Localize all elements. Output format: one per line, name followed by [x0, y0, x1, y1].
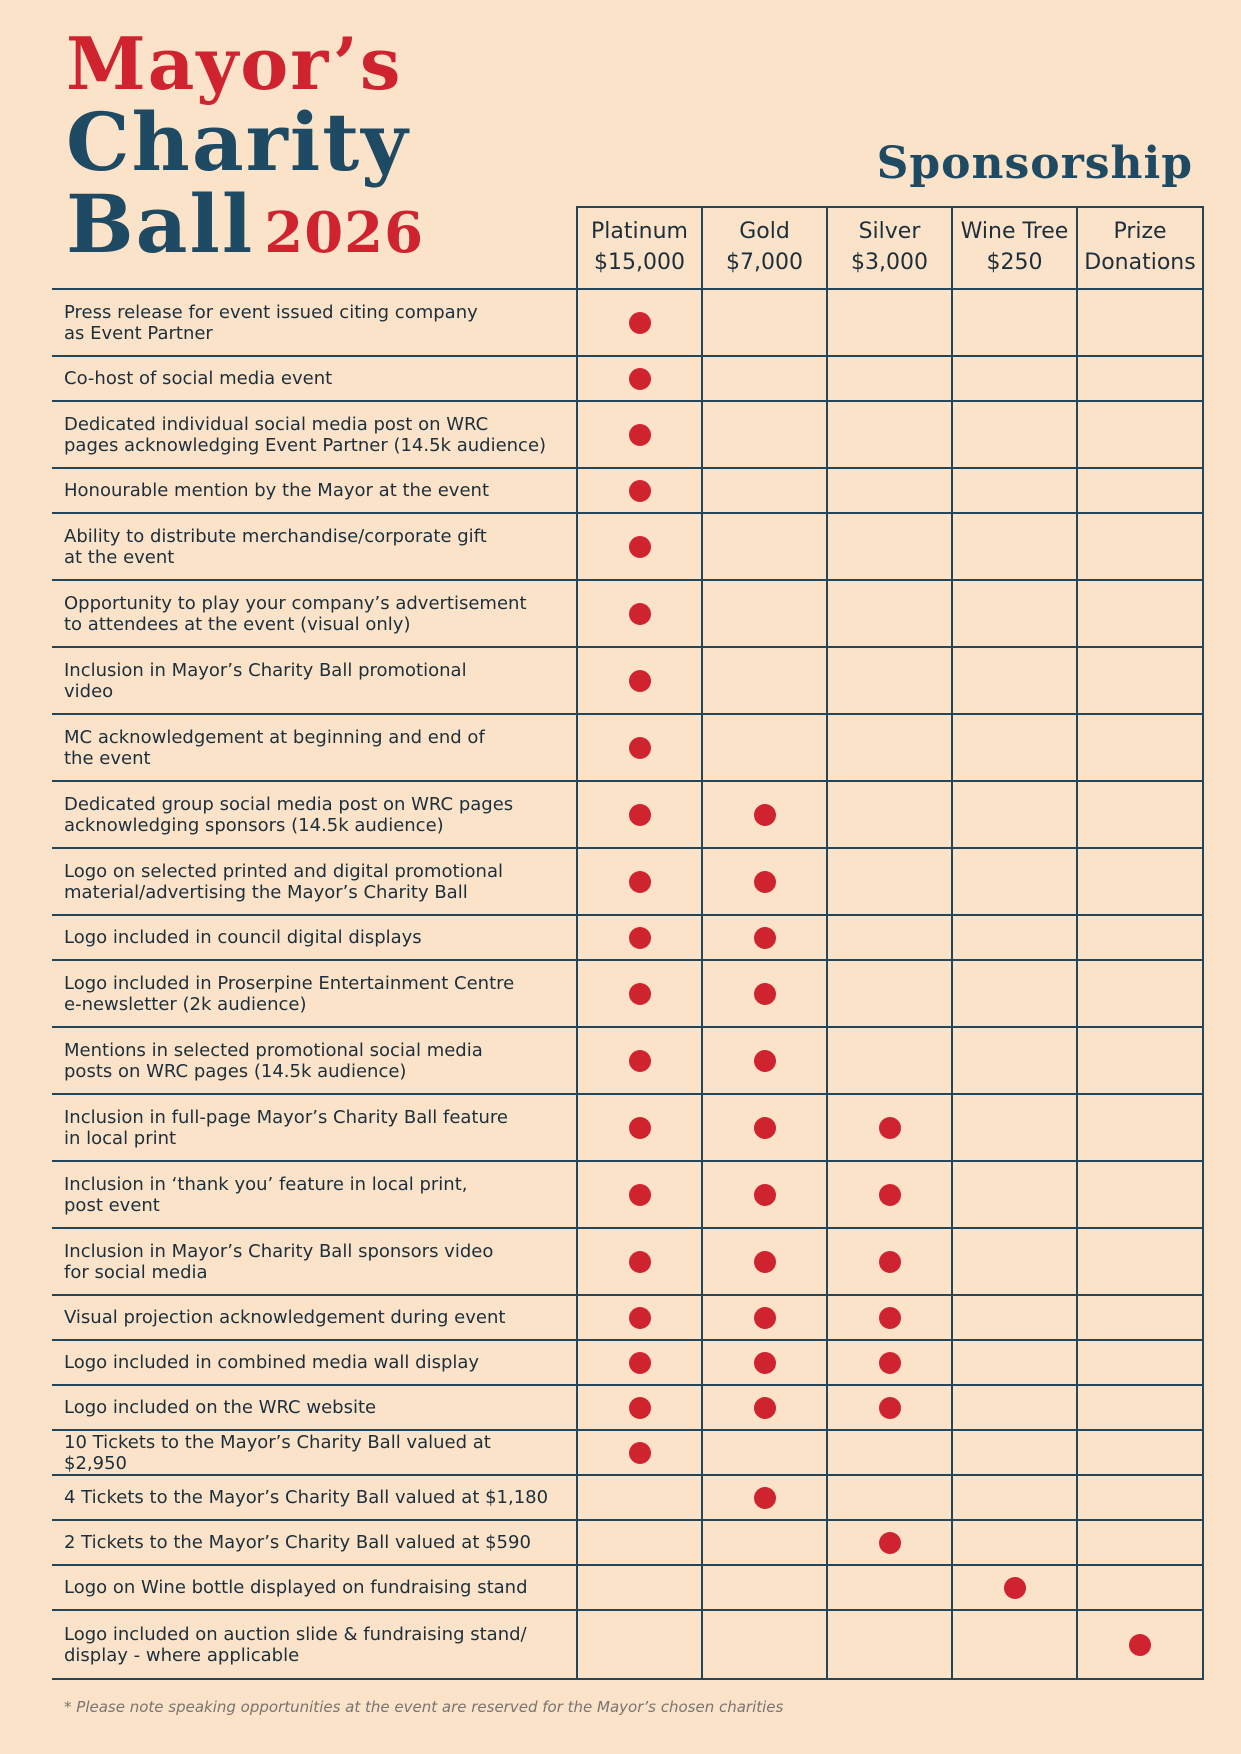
tier-cell — [952, 1565, 1077, 1610]
tier-cell — [952, 580, 1077, 647]
benefit-label-line: for social media — [64, 1261, 208, 1283]
tier-cell — [577, 1520, 702, 1565]
benefit-label-line: 4 Tickets to the Mayor’s Charity Ball valued at $1,180 — [64, 1487, 549, 1508]
benefit-label — [52, 580, 577, 647]
tier-cell — [577, 1340, 702, 1385]
tier-cell — [827, 714, 952, 781]
section-subtitle: Sponsorship — [876, 138, 1193, 189]
tier-cell — [952, 1295, 1077, 1340]
tier-cell — [577, 1228, 702, 1295]
included-dot-icon — [879, 1397, 901, 1419]
tier-cell — [952, 1475, 1077, 1520]
table-row — [52, 647, 1203, 714]
tier-cell — [1077, 960, 1203, 1027]
table-row — [52, 1094, 1203, 1161]
included-dot-icon — [754, 1117, 776, 1139]
tier-cell — [827, 915, 952, 960]
tier-name: Silver — [858, 219, 921, 245]
tier-name: Wine Tree — [960, 219, 1069, 245]
benefit-label-line: e-newsletter (2k audience) — [64, 993, 307, 1015]
benefit-label-line: Logo included on the WRC website — [64, 1397, 377, 1418]
benefit-label-line: the event — [64, 747, 151, 769]
tier-cell — [577, 1295, 702, 1340]
benefit-label-line: Logo included in combined media wall display — [64, 1352, 480, 1373]
table-row — [52, 1610, 1203, 1679]
tier-cell — [577, 1565, 702, 1610]
benefit-label — [52, 1520, 577, 1565]
table-row — [52, 1565, 1203, 1610]
tier-cell — [702, 1228, 827, 1295]
benefit-label-line: as Event Partner — [64, 322, 213, 344]
tier-cell — [577, 915, 702, 960]
included-dot-icon — [879, 1251, 901, 1273]
table-row — [52, 781, 1203, 848]
benefit-label-line: to attendees at the event (visual only) — [64, 613, 411, 635]
tier-name: Gold — [739, 219, 790, 245]
benefit-label — [52, 714, 577, 781]
tier-cell — [1077, 1094, 1203, 1161]
tier-cell — [1077, 647, 1203, 714]
tier-cell — [952, 1520, 1077, 1565]
tier-cell — [952, 1430, 1077, 1475]
table-row — [52, 1295, 1203, 1340]
tier-cell — [577, 289, 702, 356]
benefit-label-line: Co-host of social media event — [64, 368, 333, 389]
tier-cell — [1077, 1610, 1203, 1679]
tier-cell — [1077, 1385, 1203, 1430]
tier-price: $7,000 — [726, 250, 803, 275]
included-dot-icon — [754, 1397, 776, 1419]
tier-price: Donations — [1084, 250, 1196, 275]
included-dot-icon — [1004, 1577, 1026, 1599]
tier-cell — [952, 1161, 1077, 1228]
benefit-label-line: Dedicated individual social media post on WRC — [64, 413, 489, 435]
benefit-label — [52, 1475, 577, 1520]
benefit-label-line: Logo included on auction slide & fundraising stand/ — [64, 1623, 527, 1645]
title-line-charity: Charity — [66, 95, 410, 189]
included-dot-icon — [629, 1050, 651, 1072]
benefit-label — [52, 289, 577, 356]
benefit-label — [52, 1565, 577, 1610]
table-row — [52, 1161, 1203, 1228]
tier-cell — [827, 356, 952, 401]
tier-cell — [1077, 580, 1203, 647]
tier-cell — [702, 960, 827, 1027]
tier-cell — [1077, 401, 1203, 468]
tier-cell — [827, 580, 952, 647]
tier-cell — [702, 1094, 827, 1161]
tier-cell — [952, 647, 1077, 714]
included-dot-icon — [629, 737, 651, 759]
tier-header-row — [52, 207, 1203, 289]
tier-cell — [827, 1520, 952, 1565]
tier-cell — [702, 468, 827, 513]
tier-price: $15,000 — [594, 250, 685, 275]
tier-cell — [577, 513, 702, 580]
tier-cell — [1077, 1295, 1203, 1340]
tier-cell — [1077, 1520, 1203, 1565]
benefit-label-line: Inclusion in ‘thank you’ feature in local print, — [64, 1173, 468, 1195]
tier-cell — [952, 1340, 1077, 1385]
included-dot-icon — [629, 480, 651, 502]
benefit-label-line: Ability to distribute merchandise/corporate gift — [64, 525, 487, 547]
tier-cell — [702, 647, 827, 714]
tier-cell — [827, 468, 952, 513]
table-row — [52, 1027, 1203, 1094]
tier-cell — [577, 1475, 702, 1520]
included-dot-icon — [879, 1117, 901, 1139]
table-row — [52, 513, 1203, 580]
tier-cell — [952, 1385, 1077, 1430]
benefit-label-line: Logo on Wine bottle displayed on fundraising stand — [64, 1577, 528, 1598]
tier-cell — [1077, 1161, 1203, 1228]
included-dot-icon — [629, 1184, 651, 1206]
included-dot-icon — [629, 927, 651, 949]
tier-cell — [702, 1430, 827, 1475]
tier-cell — [702, 1161, 827, 1228]
tier-cell — [577, 1430, 702, 1475]
table-row — [52, 1340, 1203, 1385]
benefit-label — [52, 1385, 577, 1430]
table-row — [52, 468, 1203, 513]
tier-cell — [702, 289, 827, 356]
tier-cell — [577, 1027, 702, 1094]
tier-cell — [827, 1565, 952, 1610]
tier-cell — [1077, 513, 1203, 580]
benefit-label-line: Honourable mention by the Mayor at the event — [64, 480, 489, 501]
tier-cell — [827, 289, 952, 356]
tier-cell — [702, 1610, 827, 1679]
included-dot-icon — [754, 1352, 776, 1374]
footnote: * Please note speaking opportunities at the event are reserved for the Mayor’s chosen charities — [64, 1698, 784, 1716]
tier-cell — [702, 714, 827, 781]
tier-cell — [827, 1228, 952, 1295]
tier-cell — [827, 647, 952, 714]
included-dot-icon — [629, 804, 651, 826]
tier-cell — [702, 1565, 827, 1610]
benefit-label-line: Inclusion in Mayor’s Charity Ball promotional — [64, 659, 467, 681]
tier-header-platinum — [577, 207, 702, 289]
benefit-label — [52, 1610, 577, 1679]
included-dot-icon — [629, 536, 651, 558]
tier-cell — [952, 356, 1077, 401]
tier-cell — [702, 401, 827, 468]
benefit-label-line: 2 Tickets to the Mayor’s Charity Ball valued at $590 — [64, 1532, 531, 1553]
benefit-label — [52, 1340, 577, 1385]
tier-cell — [577, 848, 702, 915]
tier-cell — [702, 1295, 827, 1340]
tier-cell — [827, 848, 952, 915]
included-dot-icon — [629, 424, 651, 446]
included-dot-icon — [629, 368, 651, 390]
tier-cell — [577, 647, 702, 714]
title-year: 2026 — [264, 200, 425, 266]
tier-cell — [1077, 468, 1203, 513]
tier-cell — [577, 714, 702, 781]
tier-cell — [952, 1027, 1077, 1094]
tier-price: $250 — [986, 250, 1043, 275]
tier-cell — [577, 1094, 702, 1161]
benefit-label-line: at the event — [64, 546, 175, 568]
tier-cell — [1077, 848, 1203, 915]
tier-cell — [952, 960, 1077, 1027]
included-dot-icon — [629, 1117, 651, 1139]
table-row — [52, 1430, 1203, 1475]
benefit-label-line: Mentions in selected promotional social media — [64, 1039, 483, 1061]
tier-cell — [702, 1340, 827, 1385]
included-dot-icon — [629, 1307, 651, 1329]
table-row — [52, 1228, 1203, 1295]
included-dot-icon — [754, 1251, 776, 1273]
tier-cell — [1077, 1228, 1203, 1295]
included-dot-icon — [629, 983, 651, 1005]
tier-cell — [702, 1475, 827, 1520]
benefit-rows — [52, 289, 1203, 1679]
benefit-label — [52, 848, 577, 915]
tier-cell — [827, 1161, 952, 1228]
table-row — [52, 915, 1203, 960]
tier-cell — [952, 714, 1077, 781]
tier-header-wine-tree — [952, 207, 1077, 289]
tier-cell — [1077, 714, 1203, 781]
benefit-label — [52, 1094, 577, 1161]
included-dot-icon — [754, 1307, 776, 1329]
benefit-label — [52, 1430, 577, 1475]
benefit-label — [52, 915, 577, 960]
benefit-label-line: Logo on selected printed and digital promotional — [64, 860, 503, 882]
benefit-label — [52, 1027, 577, 1094]
tier-cell — [827, 1094, 952, 1161]
benefit-label-line: 10 Tickets to the Mayor’s Charity Ball valued at $2,950 — [64, 1431, 491, 1474]
included-dot-icon — [629, 1442, 651, 1464]
tier-cell — [952, 781, 1077, 848]
tier-cell — [827, 1475, 952, 1520]
tier-cell — [1077, 915, 1203, 960]
table-row — [52, 848, 1203, 915]
included-dot-icon — [629, 670, 651, 692]
tier-cell — [577, 781, 702, 848]
tier-cell — [827, 1430, 952, 1475]
included-dot-icon — [629, 603, 651, 625]
benefit-label-line: Visual projection acknowledgement during event — [64, 1307, 506, 1328]
tier-cell — [827, 1385, 952, 1430]
tier-cell — [827, 513, 952, 580]
table-row — [52, 1385, 1203, 1430]
tier-cell — [952, 1228, 1077, 1295]
table-row — [52, 401, 1203, 468]
tier-cell — [577, 1161, 702, 1228]
tier-cell — [1077, 1027, 1203, 1094]
included-dot-icon — [629, 871, 651, 893]
benefit-label-line: Logo included in council digital displays — [64, 927, 422, 948]
included-dot-icon — [629, 1251, 651, 1273]
benefit-label — [52, 1161, 577, 1228]
tier-header-silver — [827, 207, 952, 289]
included-dot-icon — [629, 312, 651, 334]
tier-cell — [702, 781, 827, 848]
included-dot-icon — [629, 1397, 651, 1419]
tier-cell — [952, 289, 1077, 356]
tier-name: Prize — [1113, 219, 1167, 245]
benefit-label — [52, 468, 577, 513]
tier-cell — [702, 513, 827, 580]
benefit-label-line: Inclusion in full-page Mayor’s Charity Ball feature — [64, 1106, 508, 1128]
benefit-label-line: MC acknowledgement at beginning and end of — [64, 726, 485, 748]
tier-cell — [952, 401, 1077, 468]
tier-cell — [1077, 356, 1203, 401]
table-row — [52, 960, 1203, 1027]
tier-cell — [702, 848, 827, 915]
table-row — [52, 289, 1203, 356]
tier-price: $3,000 — [851, 250, 928, 275]
benefit-label — [52, 513, 577, 580]
tier-cell — [702, 1520, 827, 1565]
title-word-ball: Ball — [66, 177, 255, 271]
benefit-label-line: Opportunity to play your company’s advertisement — [64, 592, 527, 614]
tier-cell — [827, 960, 952, 1027]
tier-cell — [952, 468, 1077, 513]
included-dot-icon — [879, 1307, 901, 1329]
benefit-label — [52, 647, 577, 714]
benefit-label-line: post event — [64, 1194, 160, 1216]
tier-header-prize — [1077, 207, 1203, 289]
benefit-label — [52, 960, 577, 1027]
tier-cell — [577, 468, 702, 513]
benefit-label-line: video — [64, 680, 114, 702]
table-row — [52, 580, 1203, 647]
benefit-label — [52, 1228, 577, 1295]
table-row — [52, 1520, 1203, 1565]
included-dot-icon — [754, 983, 776, 1005]
tier-cell — [577, 401, 702, 468]
benefit-label-line: in local print — [64, 1127, 177, 1149]
benefit-label — [52, 356, 577, 401]
title-line-mayors: Mayor’s — [66, 21, 403, 106]
tier-cell — [827, 1295, 952, 1340]
tier-cell — [577, 580, 702, 647]
header-corner — [52, 207, 577, 289]
benefit-label-line: display - where applicable — [64, 1644, 300, 1666]
benefit-label-line: posts on WRC pages (14.5k audience) — [64, 1060, 407, 1082]
tier-cell — [577, 960, 702, 1027]
tier-cell — [827, 781, 952, 848]
included-dot-icon — [754, 1050, 776, 1072]
included-dot-icon — [879, 1532, 901, 1554]
tier-cell — [1077, 1430, 1203, 1475]
included-dot-icon — [754, 927, 776, 949]
table-row — [52, 714, 1203, 781]
tier-cell — [702, 915, 827, 960]
benefit-label-line: material/advertising the Mayor’s Charity Ball — [64, 881, 468, 903]
tier-cell — [577, 1610, 702, 1679]
benefit-label-line: Press release for event issued citing company — [64, 301, 478, 323]
tier-cell — [952, 513, 1077, 580]
benefit-label-line: Inclusion in Mayor’s Charity Ball sponsors video — [64, 1240, 494, 1262]
benefit-label-line: Dedicated group social media post on WRC pages — [64, 793, 514, 815]
included-dot-icon — [629, 1352, 651, 1374]
tier-cell — [1077, 289, 1203, 356]
benefit-label — [52, 1295, 577, 1340]
tier-cell — [702, 1027, 827, 1094]
tier-cell — [1077, 1475, 1203, 1520]
tier-cell — [827, 401, 952, 468]
tier-header-gold — [702, 207, 827, 289]
tier-cell — [702, 356, 827, 401]
tier-cell — [702, 1385, 827, 1430]
tier-name: Platinum — [591, 219, 688, 245]
included-dot-icon — [754, 871, 776, 893]
benefit-label — [52, 401, 577, 468]
tier-cell — [702, 580, 827, 647]
tier-cell — [1077, 1340, 1203, 1385]
benefit-label-line: acknowledging sponsors (14.5k audience) — [64, 814, 444, 836]
included-dot-icon — [879, 1184, 901, 1206]
tier-cell — [952, 1094, 1077, 1161]
tier-cell — [577, 1385, 702, 1430]
tier-cell — [952, 1610, 1077, 1679]
included-dot-icon — [754, 1487, 776, 1509]
included-dot-icon — [879, 1352, 901, 1374]
tier-cell — [952, 848, 1077, 915]
tier-cell — [1077, 1565, 1203, 1610]
tier-cell — [577, 356, 702, 401]
table-row — [52, 356, 1203, 401]
tier-cell — [1077, 781, 1203, 848]
tier-cell — [827, 1340, 952, 1385]
table-row — [52, 1475, 1203, 1520]
tier-cell — [952, 915, 1077, 960]
sponsorship-table — [52, 206, 1204, 1680]
tier-cell — [827, 1610, 952, 1679]
benefit-label — [52, 781, 577, 848]
included-dot-icon — [754, 1184, 776, 1206]
included-dot-icon — [1129, 1634, 1151, 1656]
tier-cell — [827, 1027, 952, 1094]
benefit-label-line: Logo included in Proserpine Entertainment Centre — [64, 972, 515, 994]
included-dot-icon — [754, 804, 776, 826]
benefit-label-line: pages acknowledging Event Partner (14.5k audience) — [64, 434, 547, 456]
